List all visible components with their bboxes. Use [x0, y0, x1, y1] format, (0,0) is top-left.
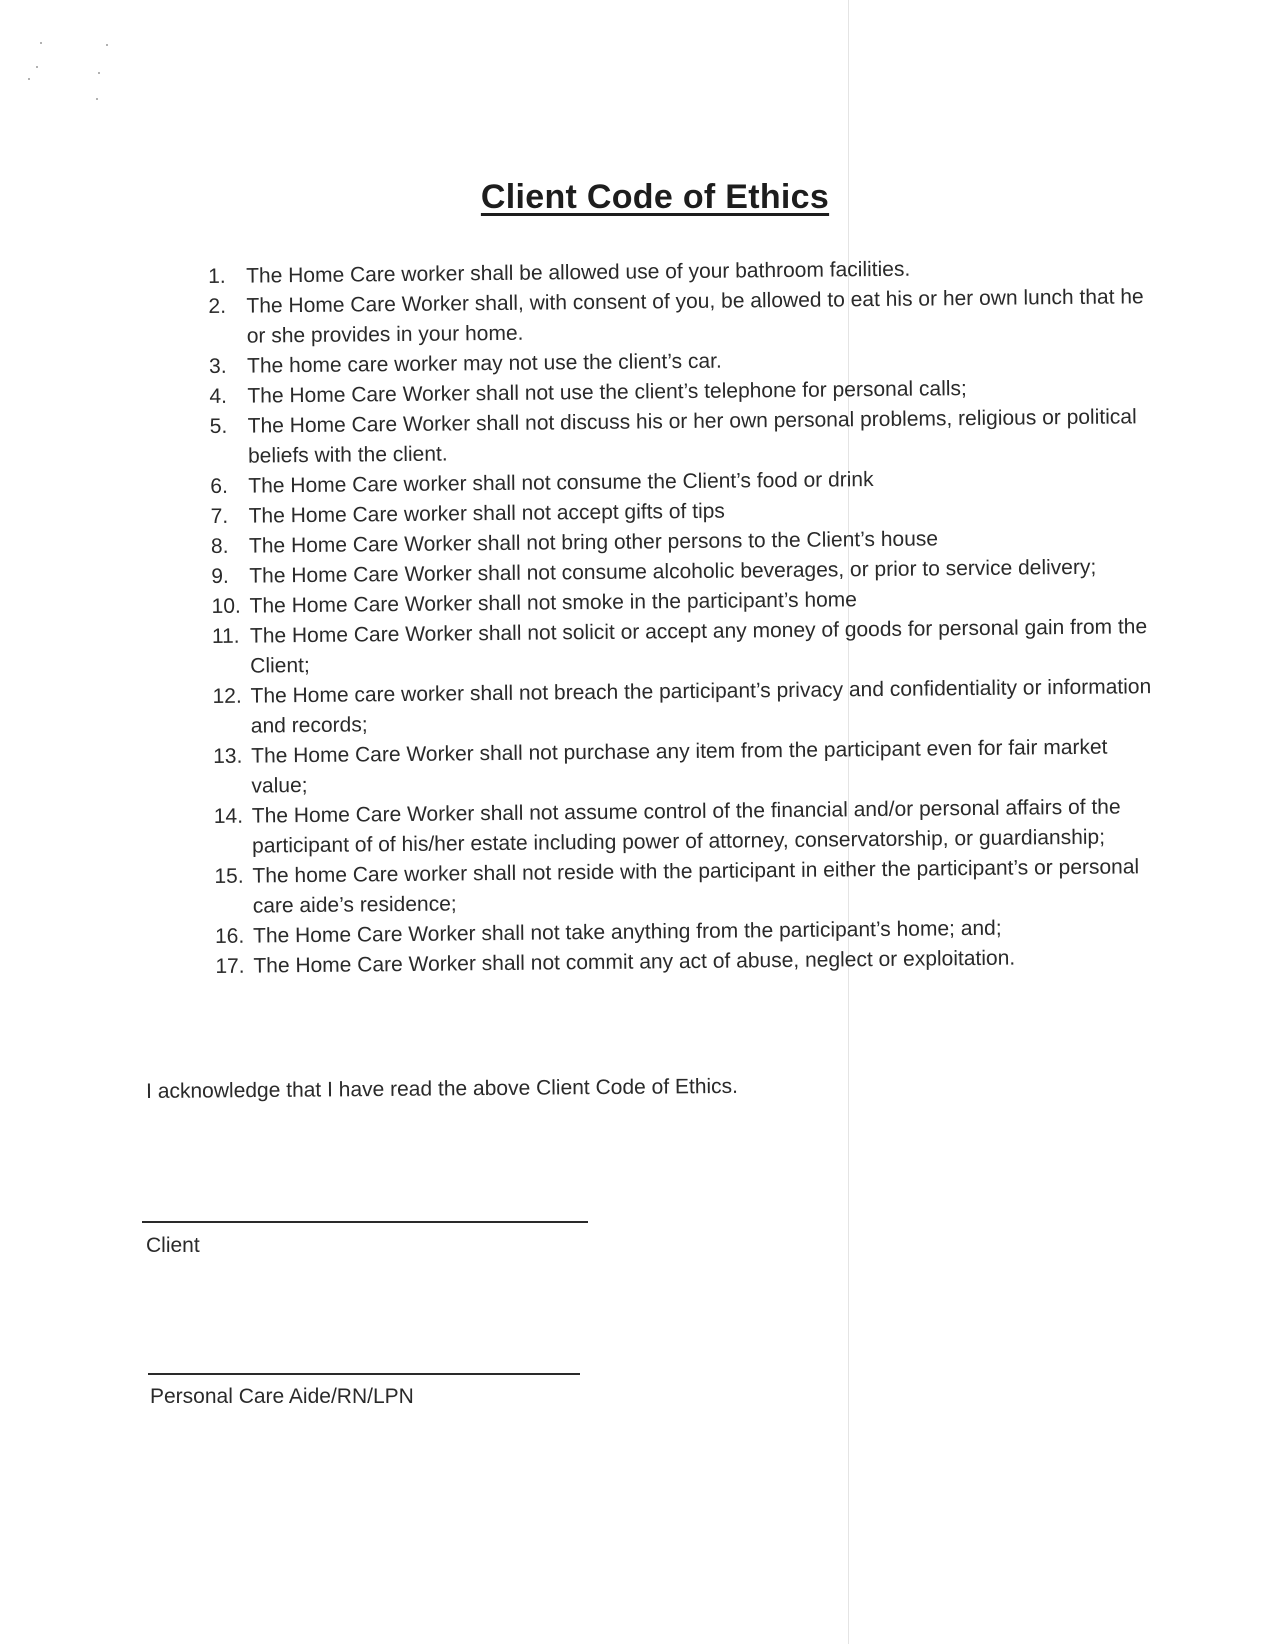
document-title: Client Code of Ethics	[480, 178, 830, 216]
rule-number: 2.	[208, 294, 227, 318]
aide-signature-line	[148, 1373, 580, 1375]
rule-text: The Home Care worker shall be allowed use of your bathroom facilities.	[246, 257, 911, 288]
rule-item	[214, 852, 1155, 922]
rule-text: The Home Care Worker shall not bring other persons to the Client’s house	[248, 527, 939, 558]
rule-text: The Home Care Worker shall not use the client’s telephone for personal calls;	[247, 377, 967, 408]
rule-text: The home Care worker shall not reside with the participant in either the participant’s or personal care aide’s residence;	[252, 855, 1140, 918]
rule-text: The Home Care Worker shall not assume control of the financial and/or personal affairs of the participant of of his/her estate including power of attorney, conservatorship, or guardianship;	[251, 795, 1121, 858]
scan-speck	[98, 72, 100, 74]
rule-number: 10.	[211, 594, 241, 618]
rule-item	[208, 282, 1149, 352]
rule-text: The Home Care Worker shall not take anything from the participant’s home; and;	[252, 916, 1002, 948]
rule-number: 15.	[214, 864, 244, 888]
rule-text: The Home Care Worker shall not solicit or accept any money of goods for personal gain from the Client;	[249, 615, 1148, 678]
rules-list	[208, 252, 1155, 982]
client-signature-label: Client	[146, 1234, 200, 1257]
rule-number: 17.	[215, 954, 245, 978]
rule-number: 11.	[211, 624, 240, 648]
rule-number: 14.	[213, 804, 244, 828]
rule-text: The Home Care Worker shall not purchase any item from the participant even for fair market value;	[251, 735, 1108, 798]
scan-speck	[36, 66, 38, 68]
rule-number: 4.	[209, 384, 228, 408]
scan-speck	[40, 42, 42, 44]
rule-number: 16.	[214, 924, 245, 948]
rule-number: 5.	[209, 414, 228, 438]
aide-signature-label: Personal Care Aide/RN/LPN	[150, 1385, 414, 1408]
rule-number: 9.	[211, 564, 229, 588]
rule-text: The home care worker may not use the client’s car.	[246, 349, 722, 378]
rule-item	[210, 402, 1151, 472]
scan-speck	[28, 78, 30, 80]
rule-number: 8.	[210, 534, 229, 558]
rule-text: The Home Care worker shall not consume the Client’s food or drink	[248, 468, 874, 498]
rule-number: 3.	[208, 354, 227, 378]
rule-text: The Home Care Worker shall, with consent of you, be allowed to eat his or her own lunch that he or she provides in your home.	[246, 285, 1144, 348]
rule-number: 7.	[210, 504, 229, 528]
client-signature-line	[142, 1221, 588, 1223]
scan-speck	[106, 44, 108, 46]
rule-number: 12.	[212, 684, 242, 708]
rule-text: The Home Care worker shall not accept gifts of tips	[248, 499, 725, 528]
rule-text: The Home Care Worker shall not commit any act of abuse, neglect or exploitation.	[253, 946, 1016, 978]
rule-number: 1.	[208, 264, 226, 288]
rule-number: 13.	[213, 744, 243, 768]
rule-item	[212, 612, 1153, 682]
rule-text: The Home Care Worker shall not consume alcoholic beverages, or prior to service delivery;	[249, 555, 1097, 588]
rule-item	[213, 732, 1154, 802]
rule-text: The Home Care Worker shall not discuss his or her own personal problems, religious or political beliefs with the client.	[247, 405, 1137, 468]
rule-text: The Home Care Worker shall not smoke in the participant’s home	[249, 588, 858, 618]
rule-item	[212, 672, 1153, 742]
rule-number: 6.	[210, 474, 228, 498]
rule-item	[214, 792, 1155, 862]
scan-speck	[96, 98, 98, 100]
acknowledgement-text: I acknowledge that I have read the above Client Code of Ethics.	[146, 1074, 739, 1103]
rule-text: The Home care worker shall not breach the participant’s privacy and confidentiality or information and records;	[250, 675, 1152, 738]
